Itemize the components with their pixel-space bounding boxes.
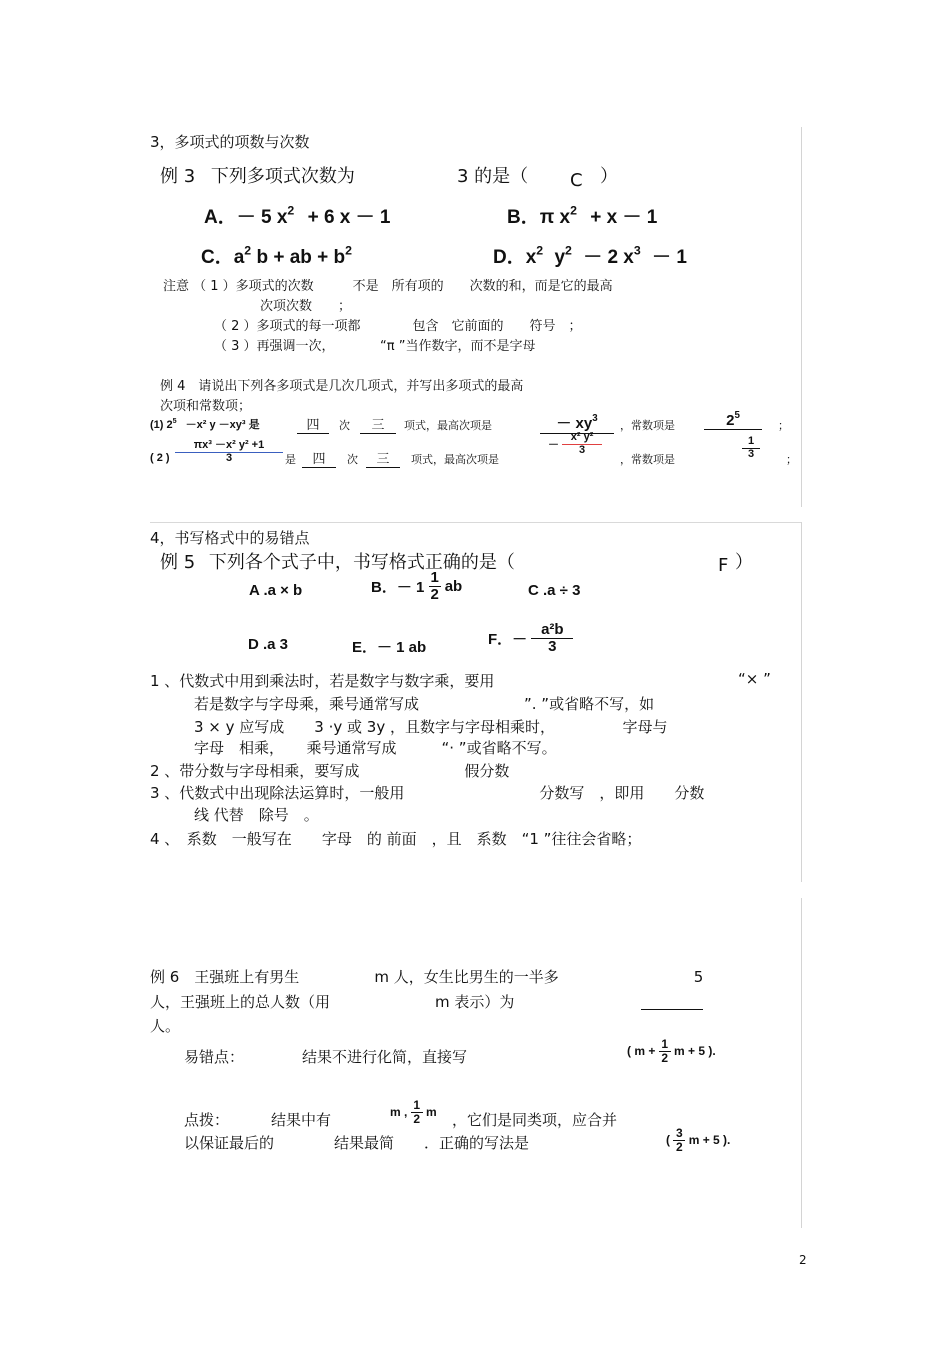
degree-answer: 四 xyxy=(297,414,329,434)
tip-text-2: ，它们是同类项，应合并 xyxy=(452,1111,618,1129)
option-e: E．－ 1 ab xyxy=(352,639,427,656)
option-b: B．－ 1 $\frac{1}{2}$ ab xyxy=(371,569,463,603)
note-line-3: （ 3 ）再强调一次， “π ”当作数字，而不是字母 xyxy=(214,339,536,354)
example-4-item-2-expr: $\frac{\text{πx³ －x² y² +1}}{3}$ xyxy=(175,440,283,464)
rule-3-line-b: 线 代替 除号 。 xyxy=(194,806,319,824)
ci-label: 次 xyxy=(339,419,350,432)
page-number: 2 xyxy=(799,1253,807,1267)
option-b: B．π $x^2 + x - 1$ xyxy=(507,203,658,228)
ci-label: 次 xyxy=(347,453,358,466)
rule-4: 4 、 系数 一般写在 字母 的 前面 ，且 系数 “1 ”往往会省略； xyxy=(150,830,642,848)
item-tail: 项式，最高次项是 xyxy=(404,419,492,432)
rule-2: 2 、带分数与字母相乘，要写成 假分数 xyxy=(150,762,510,780)
degree-answer: 四 xyxy=(302,448,336,468)
is-label: 是 xyxy=(285,453,296,466)
example-5-question: 例 5 下列各个式子中，书写格式正确的是（ xyxy=(160,552,515,573)
option-a: A .a × b xyxy=(249,582,303,599)
rule-1-line-a: 1 、代数式中用到乘法时，若是数字与数字乘，要用 xyxy=(150,672,495,690)
example-3-close: ） xyxy=(600,166,618,187)
highest-term-answer: － $xy^3$ xyxy=(540,412,614,434)
item-tail: 项式，最高次项是 xyxy=(411,453,499,466)
error-expression: ( m + $\frac{1}{2}$ m + 5 ). xyxy=(627,1037,716,1065)
example-4-line-2: 次项和常数项； xyxy=(160,399,252,414)
rule-3-line-a: 3 、代数式中出现除法运算时，一般用 分数写 ，即用 分数 xyxy=(150,784,705,802)
term-count-answer: 三 xyxy=(360,414,396,434)
section-border-right xyxy=(801,898,802,1228)
constant-label: ，常数项是 xyxy=(620,453,675,466)
constant-answer: $2^5$ xyxy=(704,412,762,430)
option-c: C．$a^2$ b + ab + $b^2$ xyxy=(201,243,353,268)
rule-1-line-d: 字母 相乘， 乘号通常写成 “· ”或省略不写。 xyxy=(194,739,557,757)
section-heading: 4，书写格式中的易错点 xyxy=(150,529,310,547)
example-4-item-2-label: ( 2 ) xyxy=(150,452,170,464)
note-line-1: 注意 （ 1 ）多项式的次数 不是 所有项的 次数的和，而是它的最高 xyxy=(163,279,613,294)
option-a: A．－ 5 $x^2 + 6$ x － 1 xyxy=(204,203,391,228)
section-border-right xyxy=(801,127,802,507)
correct-expression: ( $\frac{3}{2}$ m + 5 ). xyxy=(666,1126,731,1154)
answer-blank xyxy=(641,1009,703,1010)
section-border-right xyxy=(801,522,802,882)
error-label: 易错点： xyxy=(184,1048,245,1066)
tip-expression: m , $\frac{1}{2}$ m xyxy=(390,1098,437,1126)
rule-1-line-c: 3 × y 应写成 3 ·y 或 3y ，且数字与字母相乘时， 字母与 xyxy=(194,718,668,736)
tip-text-1: 结果中有 xyxy=(271,1111,332,1129)
option-f: F．－ $\frac{\text{a²b}}{3}$ xyxy=(488,622,573,655)
example-4-line-1: 例 4 请说出下列各多项式是几次几项式，并写出多项式的最高 xyxy=(160,379,524,394)
constant-answer: $\frac{1}{3}$ xyxy=(742,436,760,460)
example-6-line-2: 人，王强班上的总人数（用 m 表示）为 xyxy=(150,993,515,1011)
example-5-close: ） xyxy=(735,552,753,573)
tip-label: 点拨： xyxy=(184,1111,230,1129)
semicolon: ； xyxy=(778,419,789,432)
error-text: 结果不进行化简，直接写 xyxy=(302,1048,468,1066)
rule-1-line-b: 若是数字与字母乘，乘号通常写成 ”. ”或省略不写，如 xyxy=(194,695,655,713)
example-4-item-1: (1) $2^5 -x^2$ y －xy³ 是 xyxy=(150,417,260,431)
section-divider xyxy=(150,522,802,523)
option-d: D .a 3 xyxy=(248,636,289,653)
example-label: 例 3 xyxy=(160,166,196,187)
option-c: C .a ÷ 3 xyxy=(528,582,581,599)
example-3-degree: 3 的是（ xyxy=(457,166,529,187)
term-count-answer: 三 xyxy=(366,448,400,468)
tip-text-3: 以保证最后的 结果最简 ．正确的写法是 xyxy=(184,1134,530,1152)
semicolon: ； xyxy=(786,453,797,466)
note-line-2: （ 2 ）多项式的每一项都 包含 它前面的 符号 ； xyxy=(214,319,582,334)
example-6-line-1: 例 6 王强班上有男生 m 人，女生比男生的一半多 5 xyxy=(150,968,704,986)
question-text: 下列多项式次数为 xyxy=(210,166,355,187)
answer-mark: C xyxy=(570,170,583,191)
highest-term-answer: － $\frac{\text{x² y²}}{3}$ xyxy=(548,432,602,456)
rule-1-symbol: “× ” xyxy=(738,670,771,688)
answer-mark: F xyxy=(718,555,729,576)
option-d: D．$x^2$ $y^2 - 2$ $x^3 - 1$ xyxy=(493,243,687,268)
example-3-question xyxy=(160,162,355,188)
section-heading: 3，多项式的项数与次数 xyxy=(150,133,310,151)
example-6-line-3: 人。 xyxy=(150,1017,181,1035)
note-line-1b: 次项次数 ； xyxy=(260,299,352,314)
constant-label: ，常数项是 xyxy=(620,419,675,432)
